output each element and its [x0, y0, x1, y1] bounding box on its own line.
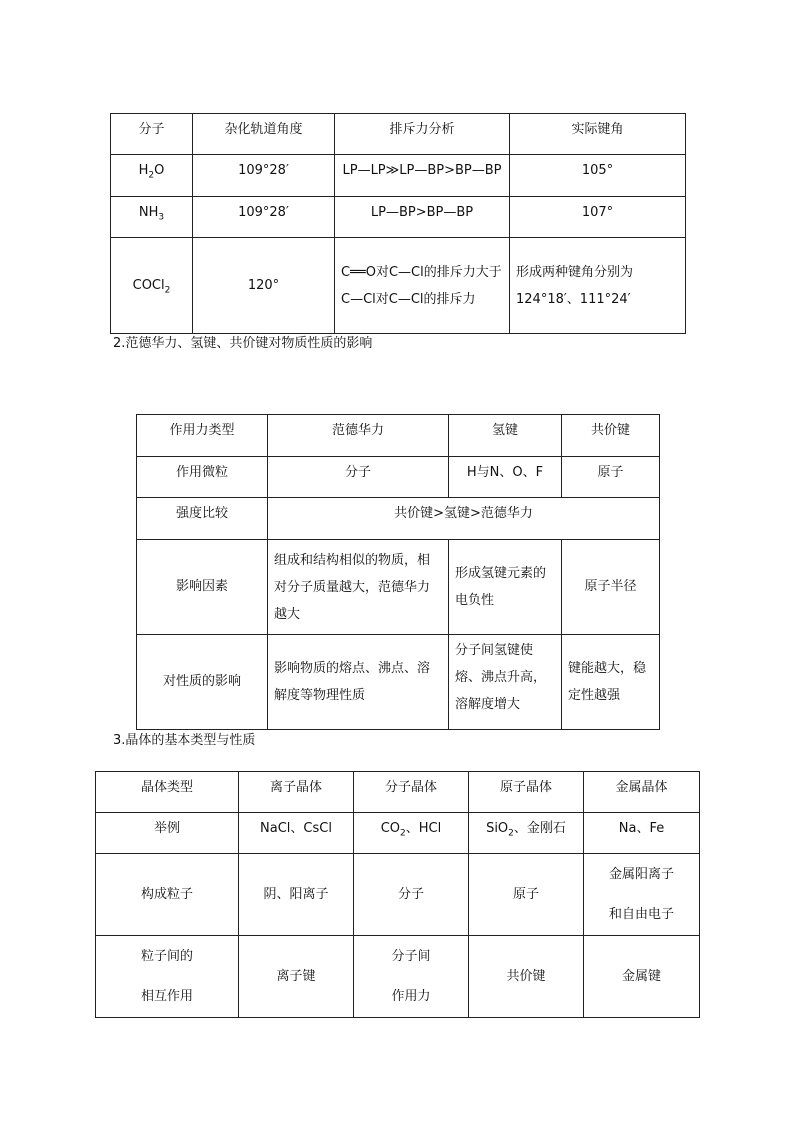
vdw-cell: 影响物质的熔点、沸点、溶解度等物理性质 [268, 635, 449, 730]
covalent-cell: 原子半径 [562, 540, 660, 635]
vdw-cell: 组成和结构相似的物质，相对分子质量越大，范德华力越大 [268, 540, 449, 635]
row-label: 对性质的影响 [137, 635, 268, 730]
covalent-cell: 原子 [562, 457, 660, 498]
header-molecular: 分子晶体 [354, 772, 469, 813]
hbond-cell: 形成氢键元素的电负性 [449, 540, 562, 635]
metallic-cell: 金属阳离子 和自由电子 [584, 854, 700, 936]
table-row [137, 540, 660, 635]
row-label: 影响因素 [137, 540, 268, 635]
metallic-cell: 金属键 [584, 936, 700, 1018]
table-row [96, 936, 700, 1018]
actual-angle-cell: 107° [510, 197, 686, 238]
forces-table [136, 414, 660, 730]
repulsion-cell: LP—BP>BP—BP [335, 197, 510, 238]
header-covalent: 共价键 [562, 415, 660, 457]
section-3-title: 3.晶体的基本类型与性质 [113, 733, 256, 748]
angle-cell: 120° [193, 238, 335, 334]
hbond-cell: 分子间氢键使熔、沸点升高，溶解度增大 [449, 635, 562, 730]
angle-cell: 109°28′ [193, 155, 335, 197]
strength-cell: 共价键>氢键>范德华力 [268, 498, 660, 540]
molecular-cell: $CO_2$、HCl [354, 813, 469, 854]
header-hbond: 氢键 [449, 415, 562, 457]
angle-cell: 109°28′ [193, 197, 335, 238]
row-label: 强度比较 [137, 498, 268, 540]
covalent-cell: 键能越大，稳定性越强 [562, 635, 660, 730]
atomic-cell: 共价键 [469, 936, 584, 1018]
repulsion-cell: C══O对C—Cl的排斥力大于C—Cl对C—Cl的排斥力 [335, 238, 510, 334]
table-row [111, 238, 686, 334]
header-metallic: 金属晶体 [584, 772, 700, 813]
header-molecule: 分子 [111, 114, 193, 155]
header-hybrid-angle: 杂化轨道角度 [193, 114, 335, 155]
ionic-cell: 阴、阳离子 [239, 854, 354, 936]
table-row [111, 197, 686, 238]
table-row [137, 498, 660, 540]
table-row [137, 457, 660, 498]
row-label: 作用微粒 [137, 457, 268, 498]
table-row [96, 854, 700, 936]
molecular-cell: 分子间 作用力 [354, 936, 469, 1018]
table-row [96, 813, 700, 854]
molecular-cell: 分子 [354, 854, 469, 936]
row-label: 举例 [96, 813, 239, 854]
crystal-table [95, 771, 700, 1018]
section-2-title: 2.范德华力、氢键、共价键对物质性质的影响 [113, 336, 373, 351]
header-repulsion: 排斥力分析 [335, 114, 510, 155]
atomic-cell: 原子 [469, 854, 584, 936]
ionic-cell: NaCl、CsCl [239, 813, 354, 854]
repulsion-cell: LP—LP≫LP—BP>BP—BP [335, 155, 510, 197]
ionic-cell: 离子键 [239, 936, 354, 1018]
atomic-cell: SiO$_2$、金刚石 [469, 813, 584, 854]
molecule-cell: COCl$_2$ [111, 238, 193, 334]
vdw-cell: 分子 [268, 457, 449, 498]
hybridization-table [110, 113, 686, 334]
header-ionic: 离子晶体 [239, 772, 354, 813]
header-crystal-type: 晶体类型 [96, 772, 239, 813]
actual-angle-cell: 105° [510, 155, 686, 197]
row-label: 构成粒子 [96, 854, 239, 936]
molecule-cell: $NH_3$ [111, 197, 193, 238]
header-force-type: 作用力类型 [137, 415, 268, 457]
header-actual-angle: 实际键角 [510, 114, 686, 155]
header-vdw: 范德华力 [268, 415, 449, 457]
table-row [137, 635, 660, 730]
metallic-cell: Na、Fe [584, 813, 700, 854]
hbond-cell: H与N、O、F [449, 457, 562, 498]
row-label: 粒子间的 相互作用 [96, 936, 239, 1018]
actual-angle-cell: 形成两种键角分别为 124°18′、111°24′ [510, 238, 686, 334]
header-atomic: 原子晶体 [469, 772, 584, 813]
molecule-cell: $H_2O$ [111, 155, 193, 197]
table-row [111, 155, 686, 197]
